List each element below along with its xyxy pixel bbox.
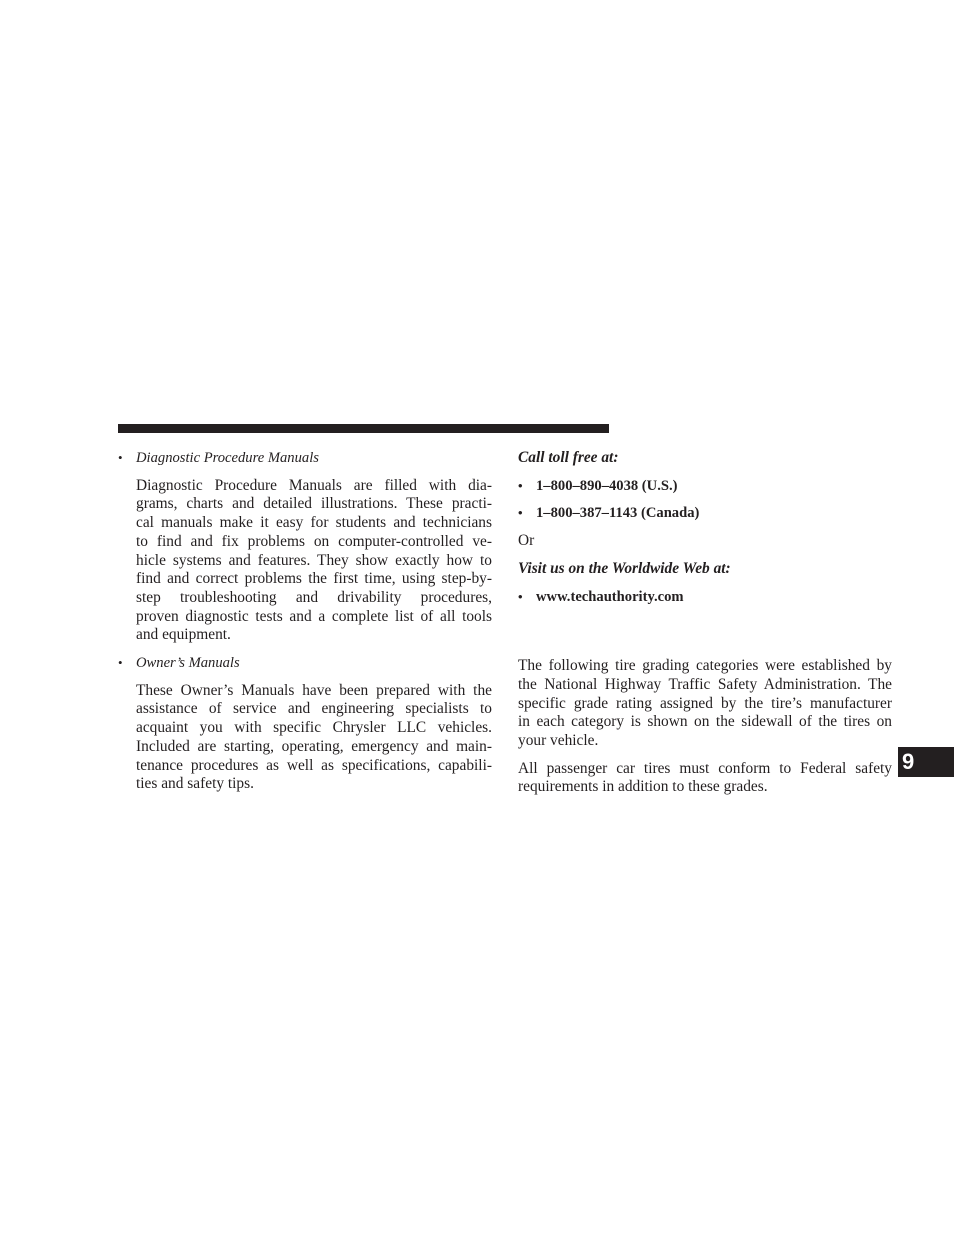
left-column [118,449,492,794]
list-item-diagnostic-manuals [118,449,492,468]
call-toll-free-label: Call toll free at: [518,449,619,466]
phone-canada: • 1–800–387–1143 (Canada) [518,505,700,522]
website-link[interactable]: • www.techauthority.com [518,588,684,605]
item-title: Diagnostic Procedure Manuals [136,450,319,466]
web-label: Visit us on the Worldwide Web at: [518,559,731,577]
or-text: Or [518,532,535,550]
item-title: Owner’s Manuals [136,655,240,672]
tire-safety-requirements: All passenger car tires must conform to Federal safety requirements in addition to these grades. [518,759,892,796]
bullet-icon: • [518,588,523,604]
owners-manuals-description: These Owner’s Manuals have been prepared with the assistance of service and engineering specialists to acquaint you with specific Chrysler LLC vehicles. Included are starting, operating, emergency and main- tenance procedures as well as specifications, capabili- ties and safety tips. [136,681,492,793]
bullet-icon: • [118,655,123,671]
diagnostic-manuals-description: Diagnostic Procedure Manuals are filled with dia- grams, charts and detailed illustrations. These practi- cal manuals make it easy for students and technicians to find and fix problems on computer-controlled ve- hicle systems and features. They show exactly how to find and correct problems the first time, using step-by- step troubleshooting and drivability procedures, proven diagnostic tests and a complete list of all tools and equipment. [136,476,492,644]
phone-us: • 1–800–890–4038 (U.S.) [518,477,678,494]
bullet-icon: • [518,505,523,521]
section-rule [118,424,609,433]
chapter-tab: 9 [898,747,954,777]
tire-grading-intro: The following tire grading categories were established by the National Highway Traffic Safety Administration. The specific grade rating assigned by the tire’s manufacturer in each category is shown on the sidewall of the tires on your vehicle. [518,657,892,750]
list-item-owners-manuals [118,654,492,673]
right-column [518,449,892,797]
bullet-icon: • [118,450,123,465]
bullet-icon: • [518,477,523,493]
